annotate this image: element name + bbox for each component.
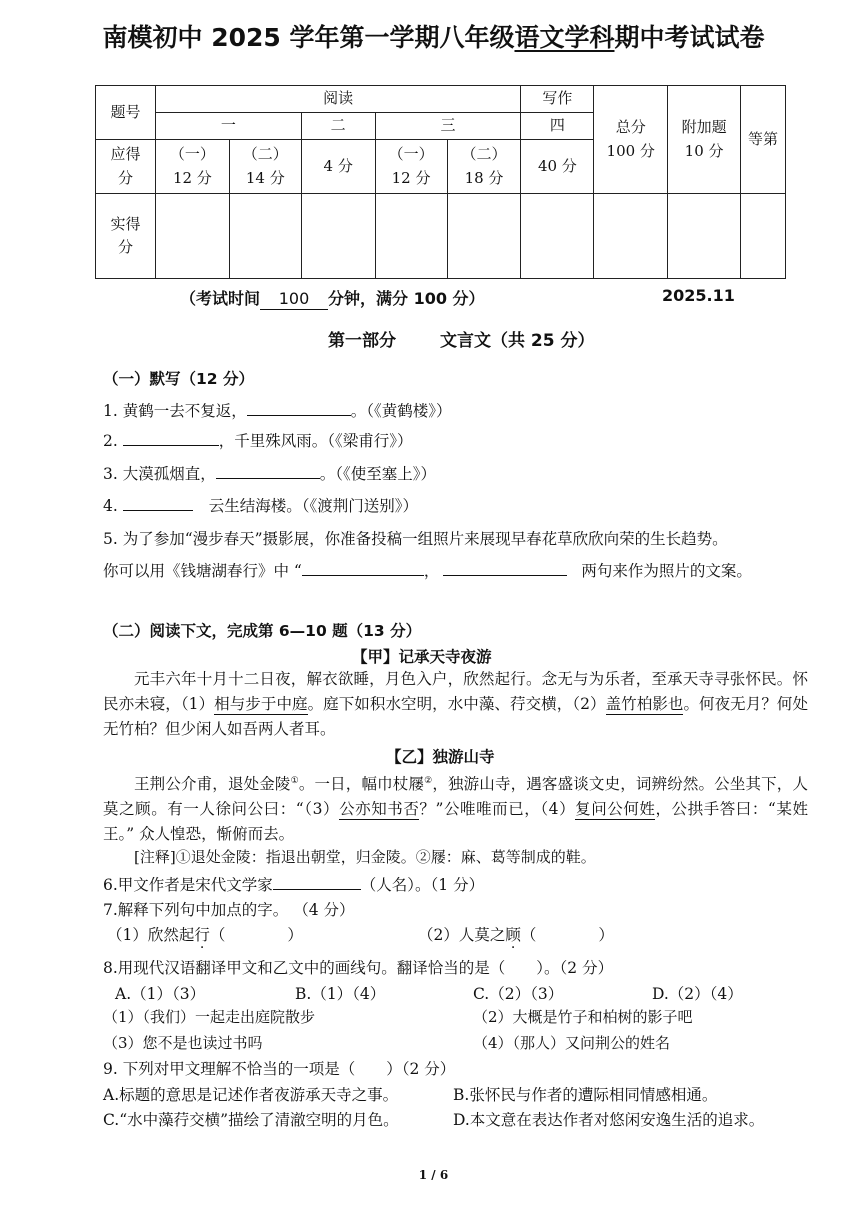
translation-4: （4）（那人）又问荆公的姓名 bbox=[473, 1034, 671, 1052]
question-8-option-a[interactable]: A.（1）（3） bbox=[115, 985, 206, 1003]
exam-info: （考试时间 100 分钟，满分 100 分） bbox=[180, 289, 485, 308]
header-tihao: 题号 bbox=[96, 86, 156, 140]
translation-2: （2）大概是竹子和柏树的影子吧 bbox=[473, 1008, 693, 1026]
passage-jia-title: 【甲】记承天寺夜游 bbox=[352, 648, 492, 666]
passage-jia: 元丰六年十月十二日夜，解衣欲睡，月色入户，欣然起行。念无与为乐者，至承天寺寻张怀民。怀民亦未寝，（1）相与步于中庭。庭下如积水空明，水中藻、荇交横，（2）盖竹柏影也。何夜无月？何处无竹柏？但少闲人如吾两人者耳。 bbox=[103, 670, 808, 738]
cell-3-2: （二） 18 分 bbox=[447, 140, 521, 194]
header-section-3: 三 bbox=[375, 113, 521, 140]
row-label-yingde: 应得分 bbox=[96, 140, 156, 194]
score-entry-3-1[interactable] bbox=[375, 194, 447, 279]
dotted-char-gu: 顾 bbox=[505, 926, 521, 944]
header-section-4: 四 bbox=[521, 113, 594, 140]
passage-yi-title: 【乙】独游山寺 bbox=[386, 748, 495, 766]
cell-1-2: （二） 14 分 bbox=[229, 140, 301, 194]
title-prefix: 南模初中 2025 学年第一学期八年级 bbox=[102, 23, 515, 52]
translation-1: （1）（我们）一起走出庭院散步 bbox=[103, 1008, 316, 1026]
exam-date: 2025.11 bbox=[662, 286, 735, 305]
header-section-1: 一 bbox=[155, 113, 301, 140]
question-8-stem: 8.用现代汉语翻译甲文和乙文中的画线句。翻译恰当的是（ ）。（2 分） bbox=[103, 959, 614, 977]
cell-3-1: （一） 12 分 bbox=[375, 140, 447, 194]
question-7-b: （2）人莫之顾（ ） bbox=[418, 926, 614, 944]
score-entry-bonus[interactable] bbox=[668, 194, 741, 279]
score-entry-1-2[interactable] bbox=[229, 194, 301, 279]
answer-blank-5a[interactable] bbox=[302, 574, 424, 576]
question-9-option-d[interactable]: D.本文意在表达作者对悠闲安逸生活的追求。 bbox=[453, 1111, 765, 1129]
part1-title: 文言文（共 25 分） bbox=[440, 331, 595, 351]
question-8-option-b[interactable]: B.（1）（4） bbox=[295, 985, 386, 1003]
underlined-sentence-4: 复问公何姓 bbox=[575, 800, 656, 819]
answer-blank-6[interactable] bbox=[273, 888, 361, 890]
score-entry-total[interactable] bbox=[594, 194, 668, 279]
cell-1-1: （一） 12 分 bbox=[155, 140, 229, 194]
section1-heading: （一）默写（12 分） bbox=[103, 370, 254, 388]
cell-2: 4 分 bbox=[301, 140, 375, 194]
score-entry-2[interactable] bbox=[301, 194, 375, 279]
question-2: 2. ，千里殊风雨。（《梁甫行》） bbox=[103, 432, 413, 450]
header-total: 总分 100 分 bbox=[594, 86, 668, 194]
score-entry-4[interactable] bbox=[521, 194, 594, 279]
score-entry-3-2[interactable] bbox=[447, 194, 521, 279]
question-7-a: （1）欣然起行（ ） bbox=[107, 926, 303, 944]
header-bonus: 附加题 10 分 bbox=[668, 86, 741, 194]
header-grade: 等第 bbox=[741, 86, 786, 194]
page-title bbox=[0, 18, 867, 54]
cell-4: 40 分 bbox=[521, 140, 594, 194]
row-label-shide: 实得分 bbox=[96, 194, 156, 279]
question-9-option-b[interactable]: B.张怀民与作者的遭际相同情感相通。 bbox=[453, 1086, 718, 1104]
part1-label: 第一部分 bbox=[328, 331, 396, 351]
question-6: 6.甲文作者是宋代文学家 （人名）。（1 分） bbox=[103, 876, 485, 894]
question-5-line2: 你可以用《钱塘湖春行》中 “ ， 两句来作为照片的文案。 bbox=[103, 562, 752, 580]
question-4: 4. 云生结海楼。（《渡荆门送别》） bbox=[103, 497, 418, 515]
section2-heading: （二）阅读下文，完成第 6—10 题（13 分） bbox=[103, 622, 422, 640]
header-yuedu: 阅读 bbox=[155, 86, 521, 113]
question-8-option-c[interactable]: C.（2）（3） bbox=[473, 985, 564, 1003]
header-section-2: 二 bbox=[301, 113, 375, 140]
answer-blank-3[interactable] bbox=[216, 477, 320, 479]
underlined-sentence-2: 盖竹柏影也 bbox=[605, 695, 684, 713]
question-9-stem: 9. 下列对甲文理解不恰当的一项是（ ）（2 分） bbox=[103, 1060, 456, 1078]
passage-note: [注释]①退处金陵：指退出朝堂，归金陵。②屦：麻、葛等制成的鞋。 bbox=[134, 848, 596, 866]
score-entry-grade[interactable] bbox=[741, 194, 786, 279]
underlined-sentence-1: 相与步于中庭 bbox=[214, 695, 308, 713]
header-xiezuo: 写作 bbox=[521, 86, 594, 113]
translation-3: （3）您不是也读过书吗 bbox=[103, 1034, 263, 1052]
question-7-stem: 7.解释下列句中加点的字。 （4 分） bbox=[103, 901, 355, 919]
question-8-option-d[interactable]: D.（2）（4） bbox=[652, 985, 743, 1003]
answer-blank-4[interactable] bbox=[123, 509, 193, 511]
question-1: 1. 黄鹤一去不复返， 。（《黄鹤楼》） bbox=[103, 402, 452, 420]
score-entry-1-1[interactable] bbox=[155, 194, 229, 279]
passage-yi: 王荆公介甫，退处金陵①。一日，幅巾杖屦②，独游山寺，遇客盛谈文史，词辨纷然。公坐其下，人莫之顾。有一人徐问公曰：“（3）公亦知书否？”公唯唯而已，（4）复问公何姓，公拱手答曰：“某姓王。” 众人惶恐，惭俯而去。 bbox=[103, 775, 808, 844]
question-9-option-a[interactable]: A.标题的意思是记述作者夜游承天寺之事。 bbox=[103, 1086, 399, 1104]
question-5-line1: 5. 为了参加“漫步春天”摄影展，你准备投稿一组照片来展现早春花草欣欣向荣的生长趋势。 bbox=[103, 530, 728, 548]
exam-minutes: 100 bbox=[260, 289, 328, 310]
score-table bbox=[95, 85, 786, 279]
answer-blank-2[interactable] bbox=[123, 444, 219, 446]
underlined-sentence-3: 公亦知书否 bbox=[339, 800, 420, 819]
page-number: 1 / 6 bbox=[418, 1168, 449, 1182]
dotted-char-xing: 行 bbox=[194, 926, 210, 944]
title-subject: 语文学科 bbox=[514, 23, 615, 52]
answer-blank-5b[interactable] bbox=[443, 574, 567, 576]
title-suffix: 期中考试试卷 bbox=[614, 23, 765, 52]
question-3: 3. 大漠孤烟直， 。（《使至塞上》） bbox=[103, 465, 436, 483]
question-9-option-c[interactable]: C.“水中藻荇交横”描绘了清澈空明的月色。 bbox=[103, 1111, 399, 1129]
answer-blank-1[interactable] bbox=[247, 414, 351, 416]
